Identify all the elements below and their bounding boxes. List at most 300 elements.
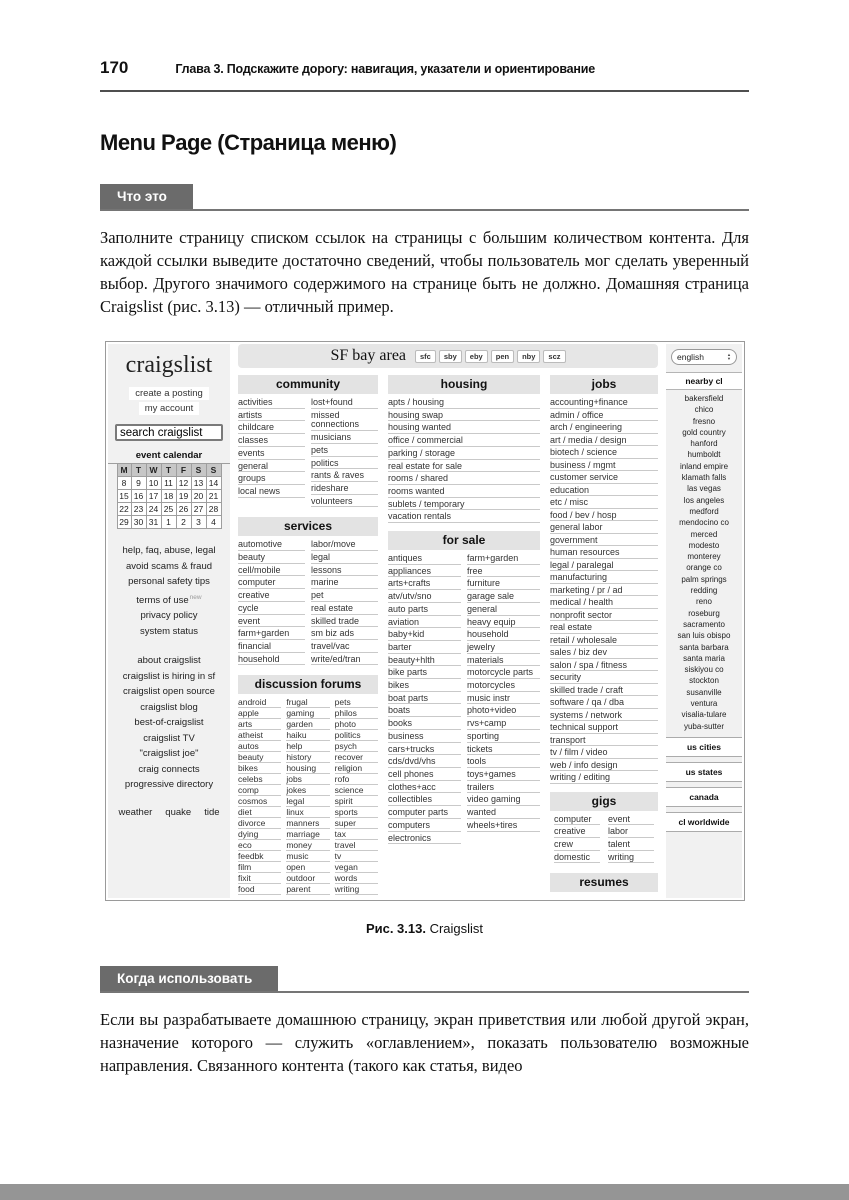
region-button[interactable]: canada (666, 787, 742, 807)
calendar-date[interactable]: 27 (192, 503, 207, 516)
area-shortcut-button[interactable]: eby (465, 350, 488, 363)
forum-link[interactable]: photo (335, 720, 378, 730)
sidebar-link[interactable]: best-of-craigslist (134, 717, 204, 729)
category-link[interactable]: housing wanted (388, 423, 540, 434)
forum-link[interactable]: open (286, 863, 329, 873)
forum-link[interactable]: comp (238, 786, 281, 796)
nearby-city-link[interactable]: stockton (689, 676, 719, 686)
figure-caption (100, 921, 749, 936)
category-link[interactable]: antiques (388, 554, 461, 565)
calendar-date[interactable]: 2 (177, 516, 192, 529)
category-link[interactable]: tickets (467, 745, 540, 756)
category-link[interactable]: tv / film / video (550, 748, 658, 759)
forum-link[interactable]: fixit (238, 874, 281, 884)
utility-link[interactable]: weather (118, 806, 153, 818)
category-link[interactable]: household (467, 630, 540, 641)
category-link[interactable]: sm biz ads (311, 629, 378, 640)
category-link[interactable]: artists (238, 411, 305, 422)
forum-link[interactable]: eco (238, 841, 281, 851)
category-link[interactable]: marketing / pr / ad (550, 586, 658, 597)
category-link[interactable]: sales / biz dev (550, 648, 658, 659)
calendar-date[interactable]: 23 (132, 503, 147, 516)
forum-link[interactable]: marriage (286, 830, 329, 840)
housing-header[interactable]: housing (388, 375, 540, 394)
category-link[interactable]: trailers (467, 783, 540, 794)
forum-link[interactable]: psych (335, 742, 378, 752)
forum-link[interactable]: vegan (335, 863, 378, 873)
category-link[interactable]: clothes+acc (388, 783, 461, 794)
sidebar-link[interactable]: "craigslist joe" (139, 748, 199, 760)
calendar-date[interactable]: 16 (132, 490, 147, 503)
forum-link[interactable]: haiku (286, 731, 329, 741)
category-link[interactable]: pet (311, 591, 378, 602)
calendar-date[interactable]: 29 (117, 516, 132, 529)
category-link[interactable]: boat parts (388, 694, 461, 705)
nearby-city-link[interactable]: redding (690, 586, 718, 596)
terms-of-use-link[interactable] (108, 590, 230, 609)
nearby-city-link[interactable]: siskiyou co (684, 665, 724, 675)
forum-link[interactable]: celebs (238, 775, 281, 785)
nearby-city-link[interactable]: gold country (682, 427, 726, 437)
forum-link[interactable]: manners (286, 819, 329, 829)
calendar-date[interactable]: 10 (147, 477, 162, 490)
calendar-date[interactable]: 11 (162, 477, 177, 490)
category-link[interactable]: writing / editing (550, 773, 658, 784)
category-link[interactable]: event (608, 815, 654, 826)
calendar-date[interactable]: 22 (117, 503, 132, 516)
category-link[interactable]: tools (467, 757, 540, 768)
forum-link[interactable]: writing (335, 885, 378, 895)
category-link[interactable]: beauty (238, 553, 305, 564)
forum-link[interactable]: arts (238, 720, 281, 730)
forum-link[interactable]: film (238, 863, 281, 873)
housing-list (388, 398, 540, 523)
category-link[interactable]: garage sale (467, 592, 540, 603)
category-link[interactable]: cycle (238, 604, 305, 615)
category-link[interactable]: cars+trucks (388, 745, 461, 756)
nearby-city-link[interactable]: medford (689, 506, 719, 516)
forum-link[interactable]: apple (238, 709, 281, 719)
category-link[interactable]: security (550, 673, 658, 684)
category-link[interactable]: cell/mobile (238, 566, 305, 577)
nearby-city-link[interactable]: santa barbara (679, 642, 729, 652)
category-link[interactable]: biotech / science (550, 448, 658, 459)
utility-link[interactable]: quake (165, 806, 192, 818)
forum-link[interactable]: tv (335, 852, 378, 862)
category-link[interactable]: vacation rentals (388, 512, 540, 523)
category-link[interactable]: education (550, 486, 658, 497)
category-link[interactable]: etc / misc (550, 498, 658, 509)
calendar-date[interactable]: 21 (207, 490, 222, 503)
category-link[interactable]: human resources (550, 548, 658, 559)
category-link[interactable]: events (238, 449, 305, 460)
nearby-city-link[interactable]: humboldt (687, 450, 721, 460)
category-link[interactable]: talent (608, 840, 654, 851)
category-link[interactable]: lessons (311, 566, 378, 577)
category-link[interactable]: accounting+finance (550, 398, 658, 409)
forum-link[interactable]: pets (335, 698, 378, 708)
calendar-date[interactable]: 1 (162, 516, 177, 529)
category-link[interactable]: computer parts (388, 808, 461, 819)
category-link[interactable]: computer (238, 578, 305, 589)
category-link[interactable]: crew (554, 840, 600, 851)
calendar-date[interactable]: 20 (192, 490, 207, 503)
forums-section (238, 675, 378, 896)
calendar-date[interactable]: 24 (147, 503, 162, 516)
area-shortcut-button[interactable]: pen (491, 350, 514, 363)
category-link[interactable]: domestic (554, 853, 600, 864)
forum-link[interactable]: politics (335, 731, 378, 741)
calendar-date[interactable]: 13 (192, 477, 207, 490)
category-link[interactable]: baby+kid (388, 630, 461, 641)
forsale-header[interactable]: for sale (388, 531, 540, 550)
forum-link[interactable]: dying (238, 830, 281, 840)
forum-link[interactable]: philos (335, 709, 378, 719)
category-link[interactable]: auto parts (388, 605, 461, 616)
nearby-city-link[interactable]: yuba-sutter (683, 721, 725, 731)
category-link[interactable]: real estate (550, 623, 658, 634)
area-topbar (238, 344, 658, 368)
forum-link[interactable]: religion (335, 764, 378, 774)
forum-link[interactable]: beauty (238, 753, 281, 763)
category-link[interactable]: government (550, 536, 658, 547)
calendar-date[interactable]: 17 (147, 490, 162, 503)
category-link[interactable]: activities (238, 398, 305, 409)
category-link[interactable]: collectibles (388, 795, 461, 806)
calendar-date[interactable]: 9 (132, 477, 147, 490)
forum-link[interactable]: parent (286, 885, 329, 895)
category-link[interactable]: salon / spa / fitness (550, 661, 658, 672)
forum-link[interactable]: android (238, 698, 281, 708)
calendar-date[interactable]: 12 (177, 477, 192, 490)
category-link[interactable]: household (238, 655, 305, 666)
category-link[interactable]: software / qa / dba (550, 698, 658, 709)
nearby-city-link[interactable]: hanford (690, 439, 718, 449)
forum-link[interactable]: spirit (335, 797, 378, 807)
category-link[interactable]: bike parts (388, 668, 461, 679)
sidebar-link[interactable]: craigslist is hiring in sf (122, 670, 216, 682)
category-link[interactable]: rideshare (311, 484, 378, 495)
forum-link[interactable]: help (286, 742, 329, 752)
intro-paragraph: Заполните страницу списком ссылок на страницы с большим количеством контента. Для каждой ссылки выведите достаточно сведений, чтобы пользователь мог сделать уверенный выбор. Другого значимого содержимого на странице быть не должно. Домашняя страница Craigslist (рис. 3.13) — отличный пример. (100, 228, 749, 316)
nearby-city-link[interactable]: modesto (688, 540, 720, 550)
category-link[interactable]: customer service (550, 473, 658, 484)
category-link[interactable]: real estate (311, 604, 378, 615)
language-select[interactable] (671, 349, 737, 365)
forum-link[interactable]: science (335, 786, 378, 796)
nearby-city-link[interactable]: san luis obispo (677, 631, 731, 641)
region-button[interactable]: cl worldwide (666, 812, 742, 832)
category-link[interactable]: financial (238, 642, 305, 653)
category-link[interactable]: business / mgmt (550, 461, 658, 472)
category-link[interactable]: cds/dvd/vhs (388, 757, 461, 768)
category-link[interactable]: farm+garden (238, 629, 305, 640)
category-link[interactable]: labor/move (311, 540, 378, 551)
category-link[interactable]: atv/utv/sno (388, 592, 461, 603)
category-link[interactable]: creative (238, 591, 305, 602)
category-link[interactable]: nonprofit sector (550, 611, 658, 622)
category-link[interactable]: materials (467, 656, 540, 667)
category-link[interactable]: medical / health (550, 598, 658, 609)
category-link[interactable]: toys+games (467, 770, 540, 781)
category-link[interactable]: photo+video (467, 706, 540, 717)
new-superscript: new (189, 593, 202, 601)
category-link[interactable]: politics (311, 459, 378, 470)
sidebar-link[interactable]: help, faq, abuse, legal (122, 545, 216, 556)
pattern-title: Menu Page (Страница меню) (100, 130, 397, 155)
calendar-date[interactable]: 28 (207, 503, 222, 516)
category-link[interactable]: skilled trade / craft (550, 686, 658, 697)
nearby-city-link[interactable]: orange co (686, 563, 722, 573)
category-link[interactable]: classes (238, 436, 305, 447)
category-link[interactable]: creative (554, 827, 600, 838)
forum-link[interactable]: outdoor (286, 874, 329, 884)
calendar-date[interactable]: 25 (162, 503, 177, 516)
category-link[interactable]: skilled trade (311, 617, 378, 628)
category-link[interactable]: parking / storage (388, 449, 540, 460)
forum-link[interactable]: frugal (286, 698, 329, 708)
nearby-city-link[interactable]: mendocino co (679, 518, 729, 528)
category-link[interactable]: general (238, 462, 305, 473)
category-link[interactable]: transport (550, 736, 658, 747)
category-link[interactable]: groups (238, 474, 305, 485)
forum-link[interactable]: bikes (238, 764, 281, 774)
calendar-date[interactable]: 15 (117, 490, 132, 503)
forum-link[interactable]: atheist (238, 731, 281, 741)
services-header[interactable]: services (238, 517, 378, 536)
forum-link[interactable]: linux (286, 808, 329, 818)
category-link[interactable]: rooms wanted (388, 487, 540, 498)
sidebar-link[interactable]: craig connects (138, 763, 200, 775)
category-link[interactable]: real estate for sale (388, 462, 540, 473)
nearby-city-link[interactable]: bakersfield (684, 394, 724, 403)
sidebar-link[interactable]: about craigslist (137, 655, 201, 667)
category-link[interactable]: write/ed/tran (311, 655, 378, 666)
category-link[interactable]: art / media / design (550, 436, 658, 447)
forum-link[interactable]: autos (238, 742, 281, 752)
region-buttons (666, 732, 742, 832)
category-link[interactable]: music instr (467, 694, 540, 705)
category-link[interactable]: computer (554, 815, 600, 826)
category-link[interactable]: automotive (238, 540, 305, 551)
craigslist-right-sidebar (666, 344, 742, 898)
category-link[interactable]: motorcycles (467, 681, 540, 692)
category-link[interactable]: sublets / temporary (388, 500, 540, 511)
category-link[interactable]: rvs+camp (467, 719, 540, 730)
nearby-city-link[interactable]: palm springs (681, 574, 727, 584)
category-link[interactable]: web / info design (550, 761, 658, 772)
category-link[interactable]: retail / wholesale (550, 636, 658, 647)
calendar-date[interactable]: 4 (207, 516, 222, 529)
category-link[interactable]: apts / housing (388, 398, 540, 409)
category-link[interactable]: free (467, 567, 540, 578)
calendar-date[interactable]: 31 (147, 516, 162, 529)
category-link[interactable]: cell phones (388, 770, 461, 781)
category-link[interactable]: general (467, 605, 540, 616)
calendar-date[interactable]: 14 (207, 477, 222, 490)
category-link[interactable]: business (388, 732, 461, 743)
category-link[interactable]: travel/vac (311, 642, 378, 653)
category-link[interactable]: childcare (238, 423, 305, 434)
category-link[interactable]: boats (388, 706, 461, 717)
category-link[interactable]: marine (311, 578, 378, 589)
area-shortcut-button[interactable]: nby (517, 350, 540, 363)
page-number: 170 (100, 58, 129, 77)
forum-link[interactable]: gaming (286, 709, 329, 719)
category-link[interactable]: pets (311, 446, 378, 457)
category-link[interactable]: books (388, 719, 461, 730)
sidebar-link[interactable]: progressive directory (124, 779, 214, 791)
resumes-header[interactable]: resumes (550, 873, 658, 892)
nearby-city-link[interactable]: susanville (686, 687, 722, 697)
category-link[interactable]: lost+found (311, 398, 378, 409)
nearby-city-link[interactable]: inland empire (679, 461, 729, 471)
category-link[interactable]: arch / engineering (550, 423, 658, 434)
category-link[interactable]: appliances (388, 567, 461, 578)
category-link[interactable]: furniture (467, 579, 540, 590)
category-link[interactable]: wanted (467, 808, 540, 819)
nearby-city-link[interactable]: fresno (692, 416, 716, 426)
forum-link[interactable]: music (286, 852, 329, 862)
region-button[interactable]: us cities (666, 737, 742, 757)
category-link[interactable]: event (238, 617, 305, 628)
nearby-city-link[interactable]: roseburg (688, 608, 720, 618)
category-link[interactable]: bikes (388, 681, 461, 692)
nearby-city-link[interactable]: sacramento (683, 619, 725, 629)
sidebar-link[interactable]: system status (139, 625, 199, 637)
category-link[interactable]: barter (388, 643, 461, 654)
category-link[interactable]: sporting (467, 732, 540, 743)
forum-link[interactable]: legal (286, 797, 329, 807)
sidebar-link[interactable]: craigslist blog (140, 701, 198, 713)
forum-link[interactable]: jobs (286, 775, 329, 785)
category-link[interactable]: systems / network (550, 711, 658, 722)
category-link[interactable]: electronics (388, 834, 461, 845)
category-link[interactable]: beauty+hlth (388, 656, 461, 667)
category-link[interactable]: local news (238, 487, 305, 498)
forums-header[interactable]: discussion forums (238, 675, 378, 694)
nearby-city-link[interactable]: visalia-tulare (681, 710, 727, 720)
category-link[interactable]: writing (608, 853, 654, 864)
nearby-city-link[interactable]: reno (695, 597, 712, 607)
category-link[interactable]: rants & raves (311, 471, 378, 482)
forum-link[interactable]: words (335, 874, 378, 884)
category-link[interactable]: video gaming (467, 795, 540, 806)
forum-link[interactable]: tax (335, 830, 378, 840)
calendar-date[interactable]: 19 (177, 490, 192, 503)
gigs-header[interactable]: gigs (550, 792, 658, 811)
account-link[interactable]: my account (139, 402, 200, 415)
forum-link[interactable]: rofo (335, 775, 378, 785)
account-links (108, 387, 230, 415)
category-link[interactable]: food / bev / hosp (550, 511, 658, 522)
category-link[interactable]: computers (388, 821, 461, 832)
category-link[interactable]: aviation (388, 618, 461, 629)
nearby-city-link[interactable]: klamath falls (681, 473, 727, 483)
category-link[interactable]: farm+garden (467, 554, 540, 565)
sidebar-link[interactable]: personal safety tips (128, 576, 210, 587)
forum-link[interactable]: garden (286, 720, 329, 730)
category-link[interactable]: jewelry (467, 643, 540, 654)
nearby-city-link[interactable]: las vegas (687, 484, 721, 494)
forum-link[interactable]: history (286, 753, 329, 763)
category-link[interactable]: missed connections (311, 411, 378, 431)
category-link[interactable]: rooms / shared (388, 474, 540, 485)
category-link[interactable]: arts+crafts (388, 579, 461, 590)
forum-link[interactable]: divorce (238, 819, 281, 829)
forsale-section (388, 531, 540, 846)
area-shortcut-button[interactable]: sfc (415, 350, 436, 363)
sidebar-link[interactable]: privacy policy (140, 610, 198, 622)
forum-link[interactable]: food (238, 885, 281, 895)
forum-link[interactable]: cosmos (238, 797, 281, 807)
forum-link[interactable]: sports (335, 808, 378, 818)
calendar-date[interactable]: 3 (192, 516, 207, 529)
forums-col2 (286, 698, 329, 896)
category-link[interactable]: legal (311, 553, 378, 564)
nearby-city-link[interactable]: los angeles (683, 495, 725, 505)
category-link[interactable]: musicians (311, 433, 378, 444)
forum-link[interactable]: travel (335, 841, 378, 851)
nearby-city-link[interactable]: merced (690, 529, 718, 539)
sidebar-link[interactable]: avoid scams & fraud (125, 560, 213, 572)
forum-link[interactable]: jokes (286, 786, 329, 796)
category-link[interactable]: legal / paralegal (550, 561, 658, 572)
category-link[interactable]: technical support (550, 723, 658, 734)
region-button[interactable]: us states (666, 762, 742, 782)
category-link[interactable]: office / commercial (388, 436, 540, 447)
category-link[interactable]: admin / office (550, 411, 658, 422)
category-link[interactable]: wheels+tires (467, 821, 540, 832)
forum-link[interactable]: diet (238, 808, 281, 818)
forum-link[interactable]: super (335, 819, 378, 829)
category-link[interactable]: general labor (550, 523, 658, 534)
utility-link[interactable]: tide (204, 806, 220, 818)
category-link[interactable]: volunteers (311, 497, 378, 508)
category-link[interactable]: heavy equip (467, 618, 540, 629)
nearby-city-link[interactable]: chico (694, 405, 714, 415)
forum-link[interactable]: money (286, 841, 329, 851)
nearby-city-link[interactable]: santa maria (683, 653, 725, 663)
calendar-date[interactable]: 30 (132, 516, 147, 529)
calendar-date[interactable]: 8 (117, 477, 132, 490)
category-link[interactable]: labor (608, 827, 654, 838)
community-col1 (238, 398, 305, 509)
forum-link[interactable]: recover (335, 753, 378, 763)
sidebar-link[interactable]: craigslist open source (123, 686, 215, 698)
category-link[interactable]: housing swap (388, 411, 540, 422)
when-badge-row (100, 966, 749, 993)
calendar-date[interactable]: 26 (177, 503, 192, 516)
forum-link[interactable]: housing (286, 764, 329, 774)
nearby-city-link[interactable]: ventura (690, 699, 718, 709)
community-header[interactable]: community (238, 375, 378, 394)
area-shortcut-button[interactable]: scz (543, 350, 565, 363)
jobs-column (550, 375, 658, 901)
account-link[interactable]: create a posting (129, 387, 209, 400)
forum-link[interactable]: feedbk (238, 852, 281, 862)
utility-links (108, 807, 230, 819)
jobs-header[interactable]: jobs (550, 375, 658, 394)
area-shortcut-button[interactable]: sby (439, 350, 462, 363)
craigslist-logo[interactable]: craigslist (125, 352, 213, 378)
sidebar-link[interactable]: craigslist TV (143, 732, 195, 744)
category-link[interactable]: manufacturing (550, 573, 658, 584)
category-link[interactable]: motorcycle parts (467, 668, 540, 679)
search-input[interactable] (115, 424, 223, 441)
nearby-city-link[interactable]: monterey (687, 552, 721, 562)
calendar-date[interactable]: 18 (162, 490, 177, 503)
